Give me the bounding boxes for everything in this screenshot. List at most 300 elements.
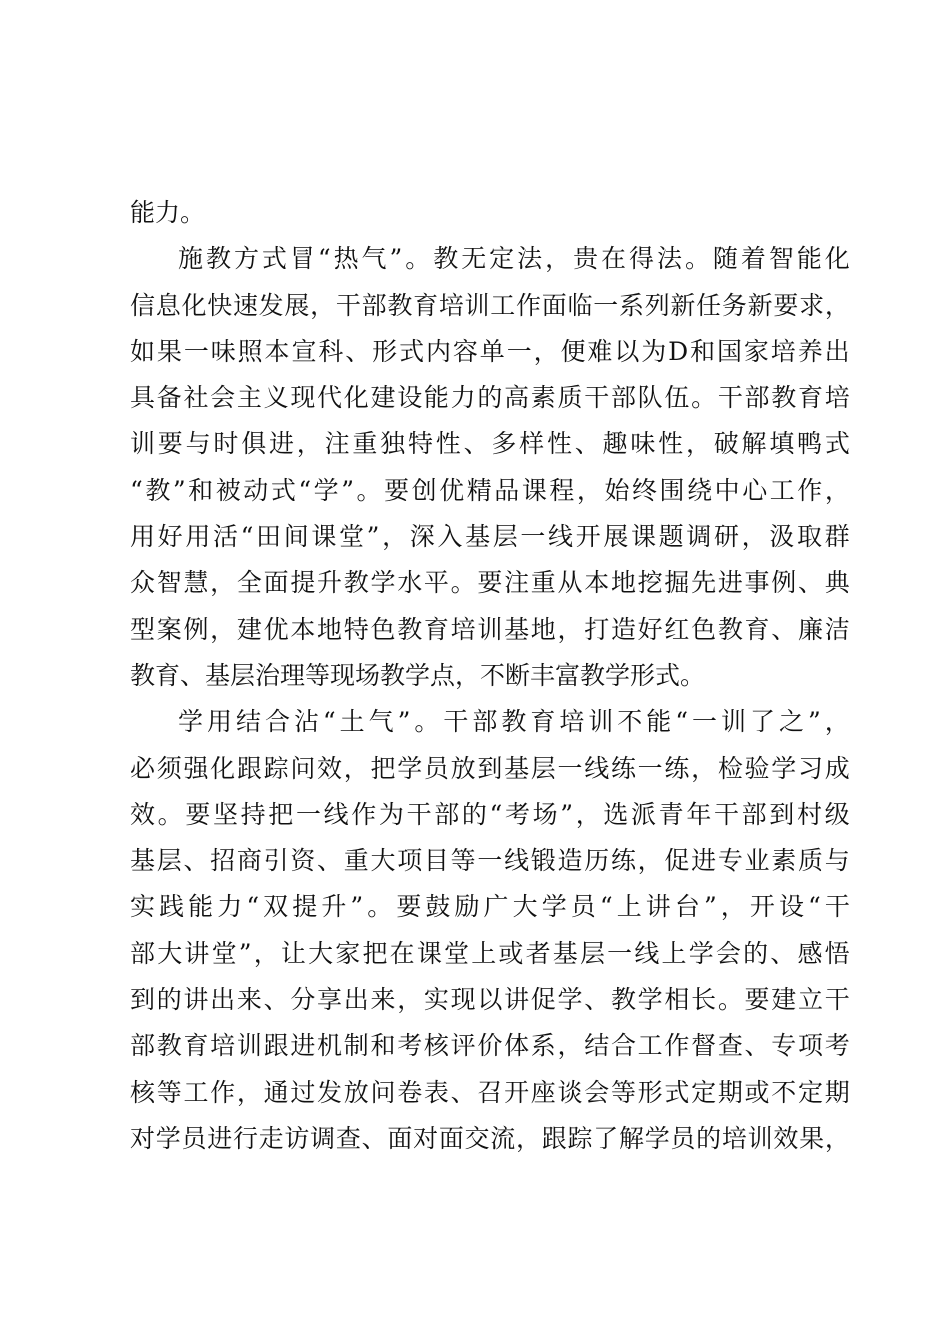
character: 课 bbox=[416, 938, 442, 968]
character: 、 bbox=[263, 985, 289, 1015]
character: 培 bbox=[770, 336, 796, 366]
character: 实 bbox=[130, 892, 156, 922]
text-line bbox=[130, 931, 850, 977]
character: 部 bbox=[361, 290, 387, 320]
character: 现 bbox=[450, 985, 476, 1015]
character: 考 bbox=[824, 1031, 850, 1061]
character: 体 bbox=[504, 1031, 530, 1061]
character: ” bbox=[703, 892, 717, 922]
character: 堂 bbox=[444, 938, 470, 968]
character: 填 bbox=[769, 429, 795, 459]
character: 学 bbox=[155, 1123, 181, 1153]
character: 青 bbox=[658, 799, 684, 829]
character: 效 bbox=[773, 1123, 799, 1153]
character: 出 bbox=[343, 985, 369, 1015]
character: 、 bbox=[744, 1031, 770, 1061]
character: 任 bbox=[696, 290, 722, 320]
character: 气 bbox=[361, 244, 387, 274]
character: 破 bbox=[713, 429, 739, 459]
character: 堂 bbox=[339, 522, 365, 552]
character: 化 bbox=[210, 753, 236, 783]
character: 验 bbox=[744, 753, 770, 783]
character: 相 bbox=[664, 985, 690, 1015]
character: 备 bbox=[156, 383, 182, 413]
character: 讲 bbox=[645, 892, 671, 922]
character: 注 bbox=[324, 429, 350, 459]
character: 教 bbox=[610, 985, 636, 1015]
character: 结 bbox=[584, 1031, 610, 1061]
character: 系 bbox=[530, 1031, 556, 1061]
character: 来 bbox=[236, 985, 262, 1015]
character: 训 bbox=[236, 1031, 262, 1061]
text-line: 能力。 bbox=[130, 198, 206, 227]
character: 绕 bbox=[687, 475, 713, 505]
character: 工 bbox=[183, 1077, 209, 1107]
character: 项 bbox=[397, 846, 423, 876]
character: 制 bbox=[343, 1031, 369, 1061]
character: 享 bbox=[317, 985, 343, 1015]
character: 一 bbox=[506, 336, 532, 366]
character: 定 bbox=[797, 1077, 823, 1107]
character: 。 bbox=[450, 568, 476, 598]
character: 要 bbox=[396, 892, 422, 922]
character: 家 bbox=[335, 938, 361, 968]
character: 大 bbox=[157, 938, 183, 968]
character: 为 bbox=[378, 799, 404, 829]
character: “ bbox=[322, 707, 336, 737]
character: 强 bbox=[183, 753, 209, 783]
character: 干 bbox=[713, 799, 739, 829]
character: 用 bbox=[130, 522, 156, 552]
character: 重 bbox=[352, 429, 378, 459]
character: 踪 bbox=[263, 753, 289, 783]
character: 讲 bbox=[184, 938, 210, 968]
character: 科 bbox=[318, 336, 344, 366]
character: 上 bbox=[661, 938, 687, 968]
character: 重 bbox=[530, 568, 556, 598]
character: ， bbox=[824, 290, 850, 320]
character: 能 bbox=[423, 383, 449, 413]
character: 堂 bbox=[211, 938, 237, 968]
text-line bbox=[130, 514, 850, 560]
character: ， bbox=[382, 522, 408, 552]
text-line bbox=[130, 283, 850, 329]
character: 部 bbox=[434, 799, 460, 829]
character: 习 bbox=[797, 753, 823, 783]
character: ， bbox=[210, 568, 236, 598]
character: 、 bbox=[584, 985, 610, 1015]
character: 。 bbox=[405, 244, 431, 274]
character: 样 bbox=[519, 429, 545, 459]
character: 主 bbox=[236, 383, 262, 413]
character: 能 bbox=[646, 707, 672, 737]
character: “ bbox=[489, 799, 503, 829]
character: 培 bbox=[824, 383, 850, 413]
character: 放 bbox=[450, 753, 476, 783]
character: 部 bbox=[130, 938, 156, 968]
character: 建 bbox=[370, 383, 396, 413]
character: 卷 bbox=[397, 1077, 423, 1107]
character: ， bbox=[824, 1123, 850, 1153]
character: 式 bbox=[261, 244, 287, 274]
text-line bbox=[130, 607, 850, 653]
character: 果 bbox=[799, 1123, 825, 1153]
character: 到 bbox=[130, 985, 156, 1015]
character: 谈 bbox=[557, 1077, 583, 1107]
character: 为 bbox=[641, 336, 667, 366]
character: 典 bbox=[824, 568, 850, 598]
character: 建 bbox=[236, 614, 262, 644]
character: ， bbox=[516, 1123, 542, 1153]
character: 。 bbox=[684, 244, 710, 274]
character: “ bbox=[298, 475, 312, 505]
character: 息 bbox=[155, 290, 181, 320]
character: ， bbox=[557, 1031, 583, 1061]
character: 一 bbox=[593, 290, 619, 320]
character: 红 bbox=[664, 614, 690, 644]
character: 基 bbox=[465, 522, 491, 552]
character: 要 bbox=[157, 429, 183, 459]
character: 智 bbox=[156, 568, 182, 598]
character: 合 bbox=[610, 1031, 636, 1061]
character: 要 bbox=[477, 568, 503, 598]
character: 实 bbox=[423, 985, 449, 1015]
character: 育 bbox=[797, 383, 823, 413]
character: 创 bbox=[411, 475, 437, 505]
character: 提 bbox=[292, 892, 318, 922]
character: 、 bbox=[345, 336, 371, 366]
character: 质 bbox=[797, 846, 823, 876]
character: 气 bbox=[368, 707, 394, 737]
character: 一 bbox=[692, 707, 718, 737]
character: “ bbox=[808, 892, 821, 922]
character: 面 bbox=[263, 568, 289, 598]
character: 。 bbox=[157, 799, 183, 829]
character: 课 bbox=[311, 522, 337, 552]
character: 围 bbox=[659, 475, 685, 505]
character: 期 bbox=[824, 1077, 850, 1107]
character: 育 bbox=[423, 614, 449, 644]
character: 力 bbox=[217, 892, 243, 922]
character: 、 bbox=[450, 1077, 476, 1107]
character: 式 bbox=[399, 336, 425, 366]
character: 打 bbox=[584, 614, 610, 644]
character: 交 bbox=[464, 1123, 490, 1153]
character: 机 bbox=[317, 1031, 343, 1061]
character: 例 bbox=[771, 568, 797, 598]
character: 现 bbox=[290, 383, 316, 413]
character: 时 bbox=[213, 429, 239, 459]
character: 、 bbox=[797, 568, 823, 598]
character: 升 bbox=[317, 568, 343, 598]
character: 、 bbox=[463, 429, 489, 459]
character: 信 bbox=[130, 290, 156, 320]
character: 群 bbox=[824, 522, 850, 552]
character: “ bbox=[130, 475, 143, 505]
character: 训 bbox=[747, 1123, 773, 1153]
character: 面 bbox=[541, 290, 567, 320]
character: 定 bbox=[691, 1077, 717, 1107]
character: 员 bbox=[570, 892, 596, 922]
character: 不 bbox=[771, 1077, 797, 1107]
character: ， bbox=[210, 614, 236, 644]
character: 的 bbox=[743, 938, 769, 968]
character: 与 bbox=[185, 429, 211, 459]
character: 干 bbox=[406, 799, 432, 829]
character: 评 bbox=[450, 1031, 476, 1061]
character: 教 bbox=[501, 707, 527, 737]
character: ” bbox=[807, 707, 821, 737]
character: 部 bbox=[130, 1031, 156, 1061]
character: 程 bbox=[549, 475, 575, 505]
character: 会 bbox=[715, 938, 741, 968]
character: 跟 bbox=[263, 1031, 289, 1061]
character: 多 bbox=[491, 429, 517, 459]
character: 长 bbox=[691, 985, 717, 1015]
character: 。 bbox=[717, 985, 743, 1015]
character: 一 bbox=[477, 846, 503, 876]
character: 队 bbox=[637, 383, 663, 413]
character: 色 bbox=[691, 614, 717, 644]
character: 线 bbox=[634, 938, 660, 968]
character: 养 bbox=[797, 336, 823, 366]
character: 教 bbox=[343, 568, 369, 598]
character: 来 bbox=[370, 985, 396, 1015]
character: 解 bbox=[618, 1123, 644, 1153]
character: 形 bbox=[637, 1077, 663, 1107]
character: 随 bbox=[712, 244, 738, 274]
character: 学 bbox=[557, 985, 583, 1015]
character: 趣 bbox=[602, 429, 628, 459]
character: 派 bbox=[631, 799, 657, 829]
character: 练 bbox=[610, 753, 636, 783]
character: 悟 bbox=[824, 938, 850, 968]
character: 独 bbox=[380, 429, 406, 459]
character: 汲 bbox=[769, 522, 795, 552]
character: 从 bbox=[557, 568, 583, 598]
character: 一 bbox=[295, 799, 321, 829]
character: ” bbox=[389, 244, 403, 274]
character: 把 bbox=[370, 753, 396, 783]
character: 上 bbox=[616, 892, 642, 922]
character: 育 bbox=[744, 614, 770, 644]
character: 者 bbox=[525, 938, 551, 968]
character: 优 bbox=[439, 475, 465, 505]
character: 造 bbox=[610, 614, 636, 644]
character: 等 bbox=[610, 1077, 636, 1107]
character: 训 bbox=[477, 614, 503, 644]
character: 升 bbox=[321, 892, 347, 922]
character: 单 bbox=[479, 336, 505, 366]
character: ， bbox=[637, 846, 663, 876]
character: 引 bbox=[263, 846, 289, 876]
character: “ bbox=[317, 244, 331, 274]
character: 建 bbox=[771, 985, 797, 1015]
text-line bbox=[130, 838, 850, 884]
character: 专 bbox=[717, 846, 743, 876]
character: 鼓 bbox=[425, 892, 451, 922]
character: 的 bbox=[461, 799, 487, 829]
character: 大 bbox=[512, 892, 538, 922]
character: 出 bbox=[210, 985, 236, 1015]
character: 廉 bbox=[797, 614, 823, 644]
character: 线 bbox=[584, 753, 610, 783]
character: 不 bbox=[617, 707, 643, 737]
character: 作 bbox=[664, 1031, 690, 1061]
character: 鸭 bbox=[797, 429, 823, 459]
character: ” bbox=[172, 475, 186, 505]
character: 把 bbox=[268, 799, 294, 829]
character: 的 bbox=[156, 985, 182, 1015]
character: 调 bbox=[686, 522, 712, 552]
character: 问 bbox=[370, 1077, 396, 1107]
character: 解 bbox=[741, 429, 767, 459]
character: ， bbox=[545, 244, 571, 274]
character: 事 bbox=[744, 568, 770, 598]
character: 上 bbox=[471, 938, 497, 968]
character: 干 bbox=[443, 707, 469, 737]
character: 特 bbox=[343, 614, 369, 644]
character: 教 bbox=[387, 290, 413, 320]
character: 练 bbox=[610, 846, 636, 876]
character: 作 bbox=[516, 290, 542, 320]
paragraph-heading-line bbox=[130, 699, 850, 745]
character: ， bbox=[741, 522, 767, 552]
character: 干 bbox=[717, 383, 743, 413]
character: 问 bbox=[290, 753, 316, 783]
character: ” bbox=[238, 938, 252, 968]
character: 作 bbox=[797, 475, 823, 505]
character: 双 bbox=[263, 892, 289, 922]
character: 味 bbox=[630, 429, 656, 459]
character: 性 bbox=[658, 429, 684, 459]
character: 员 bbox=[423, 753, 449, 783]
character: 地 bbox=[317, 614, 343, 644]
character: 课 bbox=[631, 522, 657, 552]
character: ” bbox=[397, 707, 411, 737]
character: 终 bbox=[632, 475, 658, 505]
character: 如 bbox=[130, 336, 156, 366]
character: 员 bbox=[181, 1123, 207, 1153]
character: 基 bbox=[504, 614, 530, 644]
character: 式 bbox=[824, 429, 850, 459]
character: 进 bbox=[717, 568, 743, 598]
character: 。 bbox=[356, 475, 382, 505]
character: 培 bbox=[438, 290, 464, 320]
character: 俱 bbox=[241, 429, 267, 459]
character: 间 bbox=[283, 522, 309, 552]
character: 调 bbox=[310, 1123, 336, 1153]
character: 发 bbox=[317, 1077, 343, 1107]
character: 以 bbox=[614, 336, 640, 366]
character: 沾 bbox=[293, 707, 319, 737]
character: 大 bbox=[370, 846, 396, 876]
character: 法 bbox=[656, 244, 682, 274]
character: 对 bbox=[413, 1123, 439, 1153]
character: 中 bbox=[714, 475, 740, 505]
character: ， bbox=[720, 892, 746, 922]
character: 让 bbox=[280, 938, 306, 968]
character: 化 bbox=[343, 383, 369, 413]
character: 一 bbox=[520, 522, 546, 552]
character: 锻 bbox=[530, 846, 556, 876]
text-line bbox=[130, 977, 850, 1023]
character: 面 bbox=[387, 1123, 413, 1153]
character: 励 bbox=[454, 892, 480, 922]
character: 要 bbox=[185, 799, 211, 829]
character: 式 bbox=[270, 475, 296, 505]
character: 线 bbox=[548, 522, 574, 552]
character: 部 bbox=[741, 799, 767, 829]
character: 精 bbox=[466, 475, 492, 505]
character: 出 bbox=[824, 336, 850, 366]
character: 跟 bbox=[236, 753, 262, 783]
character: 把 bbox=[362, 938, 388, 968]
paragraph-heading-line bbox=[130, 236, 850, 282]
character: 必 bbox=[130, 753, 156, 783]
character: 。 bbox=[691, 383, 717, 413]
text-line bbox=[130, 329, 850, 375]
text-line bbox=[130, 1023, 850, 1069]
character: 通 bbox=[263, 1077, 289, 1107]
character: 层 bbox=[530, 753, 556, 783]
character: 查 bbox=[335, 1123, 361, 1153]
character: 快 bbox=[207, 290, 233, 320]
text-line bbox=[130, 1070, 850, 1116]
character: 水 bbox=[397, 568, 423, 598]
character: 一 bbox=[183, 336, 209, 366]
character: 训 bbox=[588, 707, 614, 737]
character: 特 bbox=[407, 429, 433, 459]
character: 质 bbox=[557, 383, 583, 413]
character: 性 bbox=[546, 429, 572, 459]
text-line bbox=[130, 468, 850, 514]
character: 例 bbox=[183, 614, 209, 644]
character: 研 bbox=[713, 522, 739, 552]
character: 作 bbox=[210, 1077, 236, 1107]
character: 培 bbox=[721, 1123, 747, 1153]
character: ， bbox=[343, 753, 369, 783]
character: 取 bbox=[796, 522, 822, 552]
character: ， bbox=[576, 475, 602, 505]
character: 学 bbox=[178, 707, 204, 737]
character: 素 bbox=[530, 383, 556, 413]
character: 展 bbox=[603, 522, 629, 552]
character: 之 bbox=[778, 707, 804, 737]
character: 法 bbox=[517, 244, 543, 274]
character: 得 bbox=[629, 244, 655, 274]
character: 要 bbox=[773, 290, 799, 320]
character: 课 bbox=[521, 475, 547, 505]
character: 冒 bbox=[289, 244, 315, 274]
character: 务 bbox=[721, 290, 747, 320]
character: 干 bbox=[335, 290, 361, 320]
character: 查 bbox=[717, 1031, 743, 1061]
character: 一 bbox=[557, 753, 583, 783]
character: 大 bbox=[308, 938, 334, 968]
character: 会 bbox=[210, 383, 236, 413]
character: D bbox=[668, 336, 689, 366]
character: 层 bbox=[492, 522, 518, 552]
character: 教 bbox=[433, 244, 459, 274]
text-line bbox=[130, 792, 850, 838]
character: 价 bbox=[477, 1031, 503, 1061]
character: 色 bbox=[370, 614, 396, 644]
character: 、 bbox=[770, 938, 796, 968]
character: 发 bbox=[258, 290, 284, 320]
character: 走 bbox=[258, 1123, 284, 1153]
character: 放 bbox=[343, 1077, 369, 1107]
